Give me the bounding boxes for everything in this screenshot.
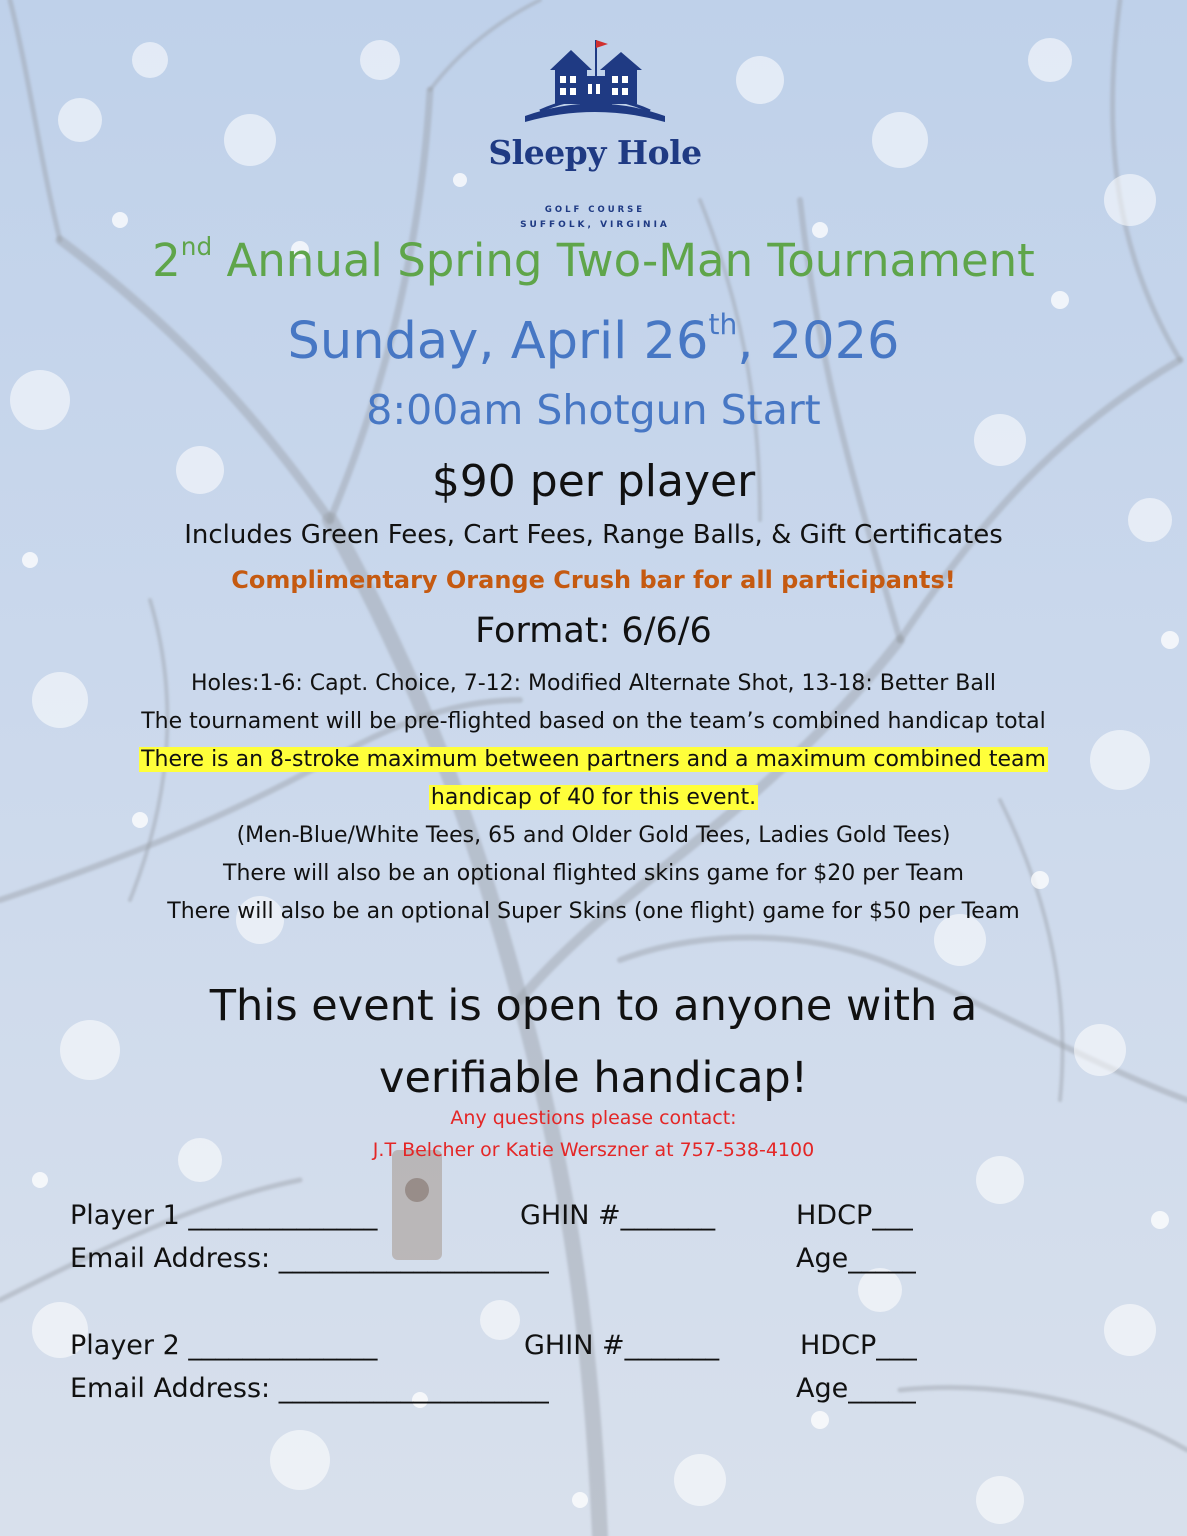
clubhouse-logo-icon bbox=[520, 36, 670, 131]
tournament-title bbox=[0, 232, 1187, 287]
registration-form bbox=[70, 1200, 1120, 1416]
format-heading: Format: 6/6/6 bbox=[475, 611, 712, 651]
rules-holes: Holes:1-6: Capt. Choice, 7-12: Modified Alternate Shot, 13-18: Better Ball bbox=[190, 671, 997, 696]
player-1-email-field[interactable]: Email Address: ____________________ bbox=[70, 1243, 549, 1274]
player-2-row bbox=[70, 1330, 1120, 1373]
rules-block bbox=[0, 665, 1187, 931]
player-2-email-field[interactable]: Email Address: ____________________ bbox=[70, 1373, 549, 1404]
rules-tees: (Men-Blue/White Tees, 65 and Older Gold Tees, Ladies Gold Tees) bbox=[236, 823, 951, 848]
price: $90 per player bbox=[431, 456, 756, 507]
rules-highlight-line-1 bbox=[0, 741, 1187, 779]
contact-line-2: J.T Belcher or Katie Werszner at 757-538-4100 bbox=[372, 1139, 815, 1161]
player-2-ghin-field[interactable]: GHIN #_______ bbox=[524, 1330, 720, 1361]
logo-name: Sleepy Hole bbox=[488, 133, 702, 172]
start-time: 8:00am Shotgun Start bbox=[366, 386, 821, 434]
player-1-field[interactable]: Player 1 ______________ bbox=[70, 1200, 378, 1231]
highlight-2: handicap of 40 for this event. bbox=[430, 785, 757, 810]
date-prefix: Sunday, April 26 bbox=[287, 311, 709, 371]
player-2-hdcp-field[interactable]: HDCP___ bbox=[800, 1330, 917, 1361]
contact-line-1: Any questions please contact: bbox=[450, 1107, 737, 1129]
complimentary-text: Complimentary Orange Crush bar for all participants! bbox=[231, 566, 956, 594]
player-2-age-field[interactable]: Age_____ bbox=[796, 1373, 916, 1404]
logo-subtitle: GOLF COURSE bbox=[544, 205, 646, 215]
player-1-row bbox=[70, 1200, 1120, 1243]
rules-preflight: The tournament will be pre-flighted based on the team’s combined handicap total bbox=[141, 709, 1046, 734]
event-date bbox=[0, 308, 1187, 371]
player-1-email-row bbox=[70, 1243, 1120, 1286]
includes-text: Includes Green Fees, Cart Fees, Range Balls, & Gift Certificates bbox=[184, 520, 1003, 550]
title-ordinal-suffix: nd bbox=[180, 232, 213, 261]
date-suffix: th bbox=[708, 308, 738, 341]
player-1-age-field[interactable]: Age_____ bbox=[796, 1243, 916, 1274]
sleepy-hole-logo bbox=[470, 36, 720, 230]
open-line-2: verifiable handicap! bbox=[379, 1053, 808, 1103]
rules-highlight-line-2 bbox=[0, 779, 1187, 817]
date-year: , 2026 bbox=[737, 311, 900, 371]
logo-location: SUFFOLK, VIRGINIA bbox=[520, 220, 670, 230]
contact-info bbox=[0, 1102, 1187, 1166]
player-2-email-row bbox=[70, 1373, 1120, 1416]
player-1-hdcp-field[interactable]: HDCP___ bbox=[796, 1200, 913, 1231]
player-2-field[interactable]: Player 2 ______________ bbox=[70, 1330, 378, 1361]
rules-super-skins: There will also be an optional Super Skins (one flight) game for $50 per Team bbox=[167, 899, 1020, 924]
player-1-ghin-field[interactable]: GHIN #_______ bbox=[520, 1200, 716, 1231]
open-event-notice bbox=[0, 970, 1187, 1114]
title-ordinal: 2 bbox=[152, 234, 181, 288]
title-text: Annual Spring Two-Man Tournament bbox=[212, 234, 1035, 288]
highlight-1: There is an 8-stroke maximum between partners and a maximum combined team bbox=[141, 747, 1046, 772]
open-line-1: This event is open to anyone with a bbox=[209, 981, 978, 1031]
rules-skins: There will also be an optional flighted skins game for $20 per Team bbox=[223, 861, 964, 886]
